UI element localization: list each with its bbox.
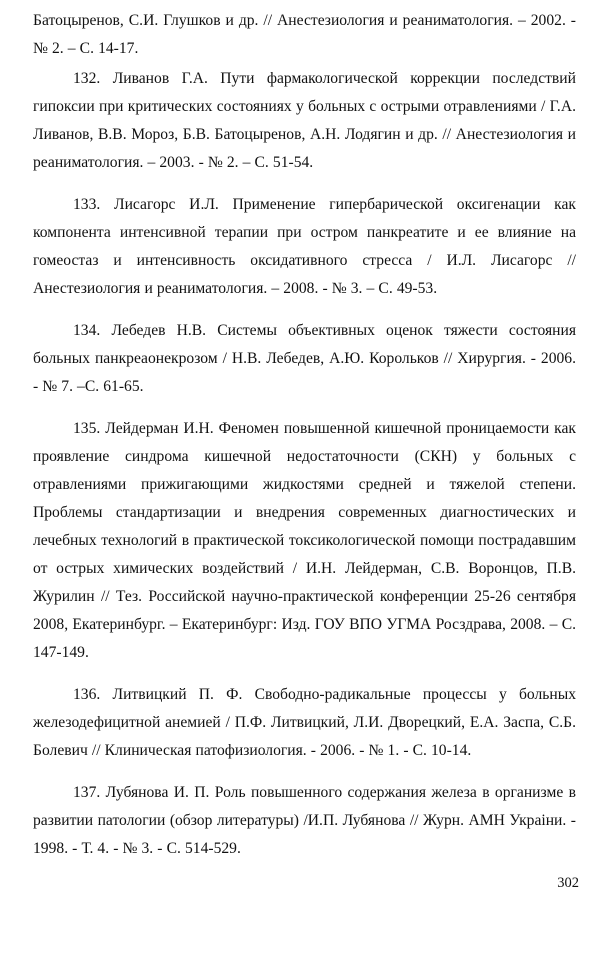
reference-item-135 <box>33 415 576 667</box>
reference-text: Лубянова И. П. Роль повышенного содержания железа в организме в развитии патологии (обзор литературы) /И.П. Лубянова // Журн. АМН Украiни. - 1998. - Т. 4. - № 3. - С. 514-529. <box>33 784 576 857</box>
reference-item-134 <box>33 317 576 401</box>
reference-text: Ливанов Г.А. Пути фармакологической коррекции последствий гипоксии при критических состояниях у больных с острыми отравлениями / Г.А. Ливанов, В.В. Мороз, Б.В. Батоцыренов, А.Н. Лодягин и др. // Анестезиология и реаниматология. – 2003. - № 2. – С. 51-54. <box>33 70 576 171</box>
reference-text: Лейдерман И.Н. Феномен повышенной кишечной проницаемости как проявление синдрома кишечной недостаточности (СКН) у больных с отравлениями прижигающими жидкостями средней и тяжелой степени. Проблемы стандартизации и внедрения современных диагностических и лечебных технологий в практической токсикологической помощи пострадавшим от острых химических воздействий / И.Н. Лейдерман, С.В. Воронцов, П.В. Журилин // Тез. Российской научно-практической конференции 25-26 сентября 2008, Екатеринбург. – Екатеринбург: Изд. ГОУ ВПО УГМА Росздрава, 2008. – С. 147-149. <box>33 420 576 661</box>
reference-number: 135. <box>73 420 101 437</box>
reference-item-133 <box>33 191 576 303</box>
reference-number: 136. <box>73 686 101 703</box>
reference-number: 132. <box>73 70 101 87</box>
reference-text: Литвицкий П. Ф. Свободно-радикальные процессы у больных железодефицитной анемией / П.Ф. Литвицкий, Л.И. Дворецкий, Е.А. Заспа, С.Б. Болевич // Клиническая патофизиология. - 2006. - № 1. - С. 10-14. <box>33 686 576 759</box>
reference-number: 134. <box>73 322 101 339</box>
reference-number: 133. <box>73 196 101 213</box>
reference-number: 137. <box>73 784 101 801</box>
reference-text: Лисагорс И.Л. Применение гипербарической оксигенации как компонента интенсивной терапии при остром панкреатите и ее влияние на гомеостаз и интенсивность оксидативного стресса / И.Л. Лисагорс // Анестезиология и реаниматология. – 2008. - № 3. – С. 49-53. <box>33 196 576 297</box>
continued-reference-text: Батоцыренов, С.И. Глушков и др. // Анестезиология и реаниматология. – 2002. - № 2. – С. 14-17. <box>33 12 576 57</box>
page-number: 302 <box>557 875 579 891</box>
reference-item-137 <box>33 779 576 863</box>
reference-list <box>33 65 576 863</box>
reference-item-136 <box>33 681 576 765</box>
reference-item-132 <box>33 65 576 177</box>
reference-text: Лебедев Н.В. Системы объективных оценок тяжести состояния больных панкреаонекрозом / Н.В. Лебедев, А.Ю. Корольков // Хирургия. - 2006. - № 7. –С. 61-65. <box>33 322 576 395</box>
